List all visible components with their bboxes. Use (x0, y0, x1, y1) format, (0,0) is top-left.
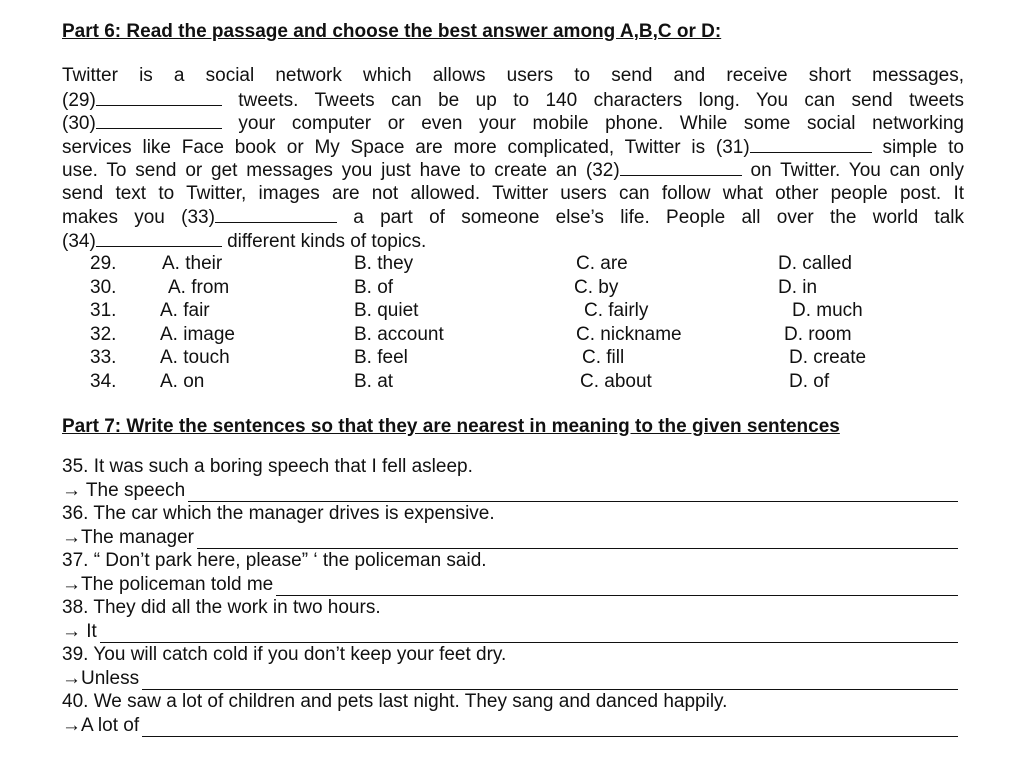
option-d: D. called (778, 253, 852, 274)
option-row (62, 323, 964, 347)
passage-text: tweets. Tweets can be up to 140 characters long. You can send tweets (221, 89, 964, 111)
option-number: 32. (90, 323, 117, 345)
passage (62, 64, 964, 252)
option-b: B. account (354, 323, 444, 345)
answer-prompt: →The policeman told me (62, 573, 274, 595)
answer-line (62, 714, 964, 738)
answer-line (62, 479, 964, 503)
answer-prompt: →The manager (62, 526, 195, 548)
passage-text: services like Face book or My Space are more complicated, Twitter is (31) (62, 136, 750, 158)
passage-text: makes you (33) (62, 207, 215, 228)
option-d: D. room (784, 323, 852, 345)
option-a: A. their (162, 253, 223, 274)
option-number: 33. (90, 347, 117, 368)
part7-heading: Part 7: Write the sentences so that they are nearest in meaning to the given sentences (62, 416, 840, 437)
task-sentence: 39. You will catch cold if you don’t keep your feet dry. (62, 644, 507, 665)
answer-blank-33 (215, 205, 337, 223)
option-b: B. of (354, 276, 394, 298)
answer-options (62, 252, 964, 393)
task-sentence: 37. “ Don’t park here, please” ‘ the policeman said. (62, 550, 487, 571)
answer-line (62, 667, 964, 691)
question-number: (30) (62, 113, 96, 134)
answer-underline (276, 578, 958, 596)
answer-line (62, 573, 964, 597)
task-sentence: 36. The car which the manager drives is expensive. (62, 503, 495, 524)
passage-line (62, 182, 964, 206)
question-number: (29) (62, 89, 96, 111)
answer-underline (142, 672, 958, 690)
passage-text: a part of someone else’s life. People all over the world talk (336, 207, 964, 228)
worksheet-page (62, 20, 964, 737)
option-d: D. much (792, 300, 863, 321)
task-sentence: 35. It was such a boring speech that I fell asleep. (62, 456, 473, 477)
passage-text: different kinds of topics. (221, 230, 427, 252)
option-a: A. on (160, 370, 205, 392)
answer-line (62, 526, 964, 550)
option-a: A. fair (160, 300, 210, 321)
answer-blank-30 (96, 111, 222, 129)
answer-blank-34 (96, 229, 222, 247)
answer-underline (197, 531, 958, 549)
option-c: C. are (576, 253, 628, 274)
option-row (62, 252, 964, 276)
option-c: C. nickname (576, 323, 682, 345)
passage-text: Twitter is a social network which allows users to send and receive short messages, (62, 65, 964, 86)
task-sentence: 40. We saw a lot of children and pets last night. They sang and danced happily. (62, 691, 728, 712)
passage-line (62, 229, 964, 253)
option-row (62, 299, 964, 323)
passage-line (62, 64, 964, 88)
option-number: 34. (90, 370, 117, 392)
passage-line (62, 135, 964, 159)
option-a: A. image (160, 323, 235, 345)
option-number: 29. (90, 253, 117, 274)
option-a: A. touch (160, 347, 230, 368)
passage-line (62, 111, 964, 135)
question-number: (34) (62, 230, 96, 252)
option-row (62, 346, 964, 370)
answer-blank-32 (620, 158, 742, 176)
answer-underline (100, 625, 958, 643)
passage-line (62, 205, 964, 229)
option-b: B. at (354, 370, 394, 392)
option-number: 31. (90, 300, 117, 321)
answer-blank-29 (96, 88, 222, 106)
option-row (62, 276, 964, 300)
task-sentence: 38. They did all the work in two hours. (62, 597, 381, 618)
rewrite-tasks (62, 455, 964, 737)
option-b: B. quiet (354, 300, 419, 321)
passage-text: simple to (871, 136, 964, 158)
option-c: C. by (574, 276, 619, 298)
option-b: B. they (354, 253, 414, 274)
passage-text: use. To send or get messages you just have to create an (32) (62, 160, 620, 181)
passage-text: your computer or even your mobile phone. While some social networking (221, 113, 964, 134)
answer-prompt: →A lot of (62, 714, 140, 736)
part6-heading: Part 6: Read the passage and choose the best answer among A,B,C or D: (62, 21, 722, 42)
option-a: A. from (168, 276, 230, 298)
option-d: D. of (789, 370, 830, 392)
option-b: B. feel (354, 347, 408, 368)
option-d: D. create (789, 347, 867, 368)
option-c: C. about (580, 370, 652, 392)
passage-text: on Twitter. You can only (741, 160, 964, 181)
answer-underline (188, 484, 958, 502)
option-d: D. in (778, 276, 818, 298)
answer-prompt: →Unless (62, 667, 140, 689)
passage-line (62, 88, 964, 112)
answer-blank-31 (750, 135, 872, 153)
answer-prompt: → The speech (62, 479, 186, 501)
answer-line (62, 620, 964, 644)
passage-line (62, 158, 964, 182)
option-c: C. fill (582, 347, 625, 368)
answer-prompt: → It (62, 620, 97, 642)
passage-text: send text to Twitter, images are not allowed. Twitter users can follow what other people post. It (62, 182, 964, 204)
option-c: C. fairly (584, 300, 649, 321)
option-number: 30. (90, 276, 117, 298)
answer-underline (142, 719, 958, 737)
option-row (62, 370, 964, 394)
